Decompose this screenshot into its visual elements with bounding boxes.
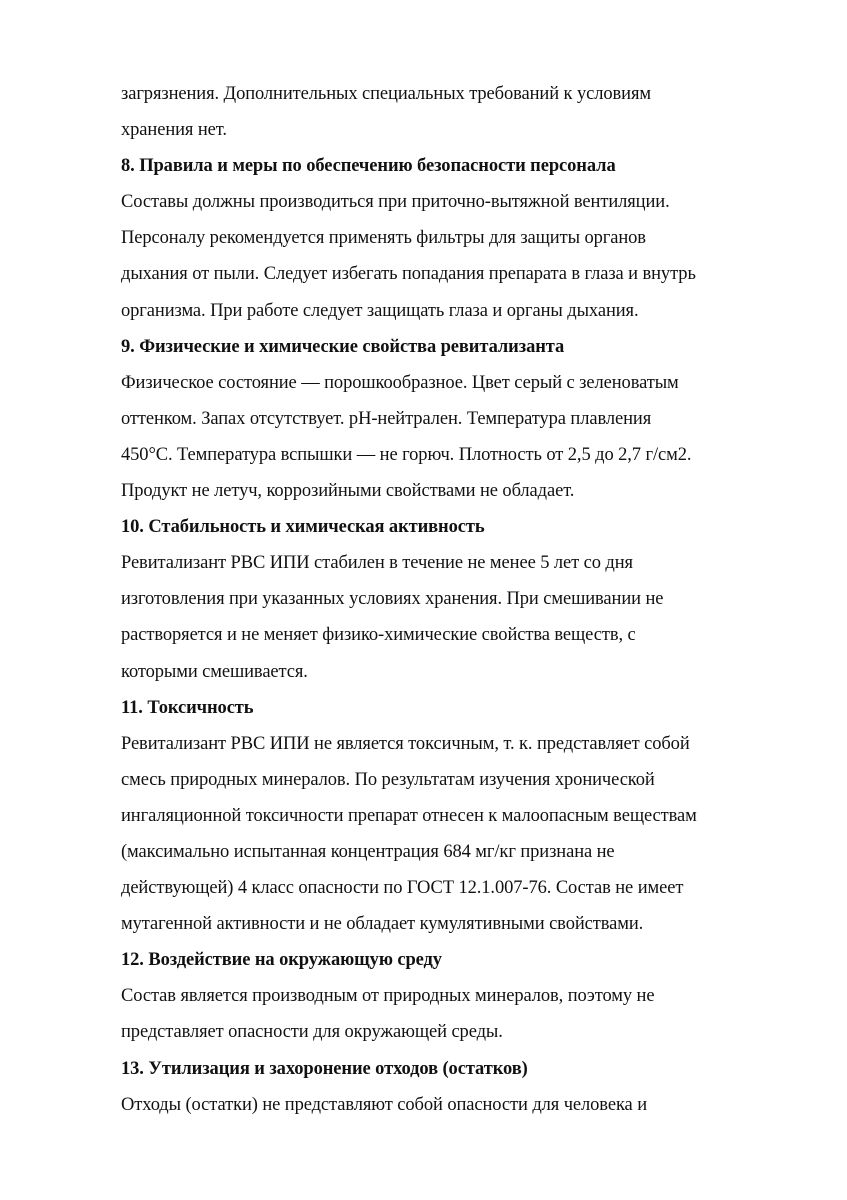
body-line: загрязнения. Дополнительных специальных требований к условиям [121, 84, 651, 104]
body-line: Ревитализант РВС ИПИ не является токсичным, т. к. представляет собой [121, 733, 690, 754]
body-line: ингаляционной токсичности препарат отнесен к малоопасным веществам [121, 805, 697, 826]
body-line: Продукт не летуч, коррозийными свойствами не обладает. [121, 481, 575, 502]
section-heading-13: 13. Утилизация и захоронение отходов (остатков) [121, 1058, 528, 1079]
body-line: организма. При работе следует защищать глаза и органы дыхания. [121, 300, 639, 321]
section-heading-10: 10. Стабильность и химическая активность [121, 517, 485, 538]
body-line: изготовления при указанных условиях хранения. При смешивании не [121, 589, 664, 610]
body-line: представляет опасности для окружающей среды. [121, 1022, 503, 1043]
section-heading-11: 11. Токсичность [121, 697, 254, 718]
body-line: Физическое состояние — порошкообразное. Цвет серый с зеленоватым [121, 372, 679, 393]
body-line: дыхания от пыли. Следует избегать попадания препарата в глаза и внутрь [121, 264, 696, 285]
section-heading-9: 9. Физические и химические свойства ревитализанта [121, 336, 565, 357]
body-line: которыми смешивается. [121, 661, 308, 682]
body-line: Составы должны производиться при приточно-вытяжной вентиляции. [121, 192, 670, 213]
body-line: Состав является производным от природных минералов, поэтому не [121, 986, 655, 1007]
body-line: смесь природных минералов. По результатам изучения хронической [121, 769, 655, 790]
body-line: мутагенной активности и не обладает кумулятивными свойствами. [121, 914, 644, 935]
body-line: Ревитализант РВС ИПИ стабилен в течение не менее 5 лет со дня [121, 553, 633, 574]
body-line: Отходы (остатки) не представляют собой опасности для человека и [121, 1094, 647, 1115]
section-heading-8: 8. Правила и меры по обеспечению безопасности персонала [121, 156, 616, 177]
body-line: оттенком. Запах отсутствует. pH-нейтрален. Температура плавления [121, 408, 652, 429]
body-line: действующей) 4 класс опасности по ГОСТ 12.1.007-76. Состав не имеет [121, 878, 684, 899]
body-line: 450°C. Температура вспышки — не горюч. Плотность от 2,5 до 2,7 г/см2. [121, 444, 692, 465]
body-line: хранения нет. [121, 120, 227, 141]
body-line: Персоналу рекомендуется применять фильтры для защиты органов [121, 228, 646, 249]
body-line: растворяется и не меняет физико-химические свойства веществ, с [121, 625, 636, 646]
body-line: (максимально испытанная концентрация 684 мг/кг признана не [121, 841, 615, 862]
document-page [121, 76, 781, 1123]
section-heading-12: 12. Воздействие на окружающую среду [121, 950, 442, 971]
